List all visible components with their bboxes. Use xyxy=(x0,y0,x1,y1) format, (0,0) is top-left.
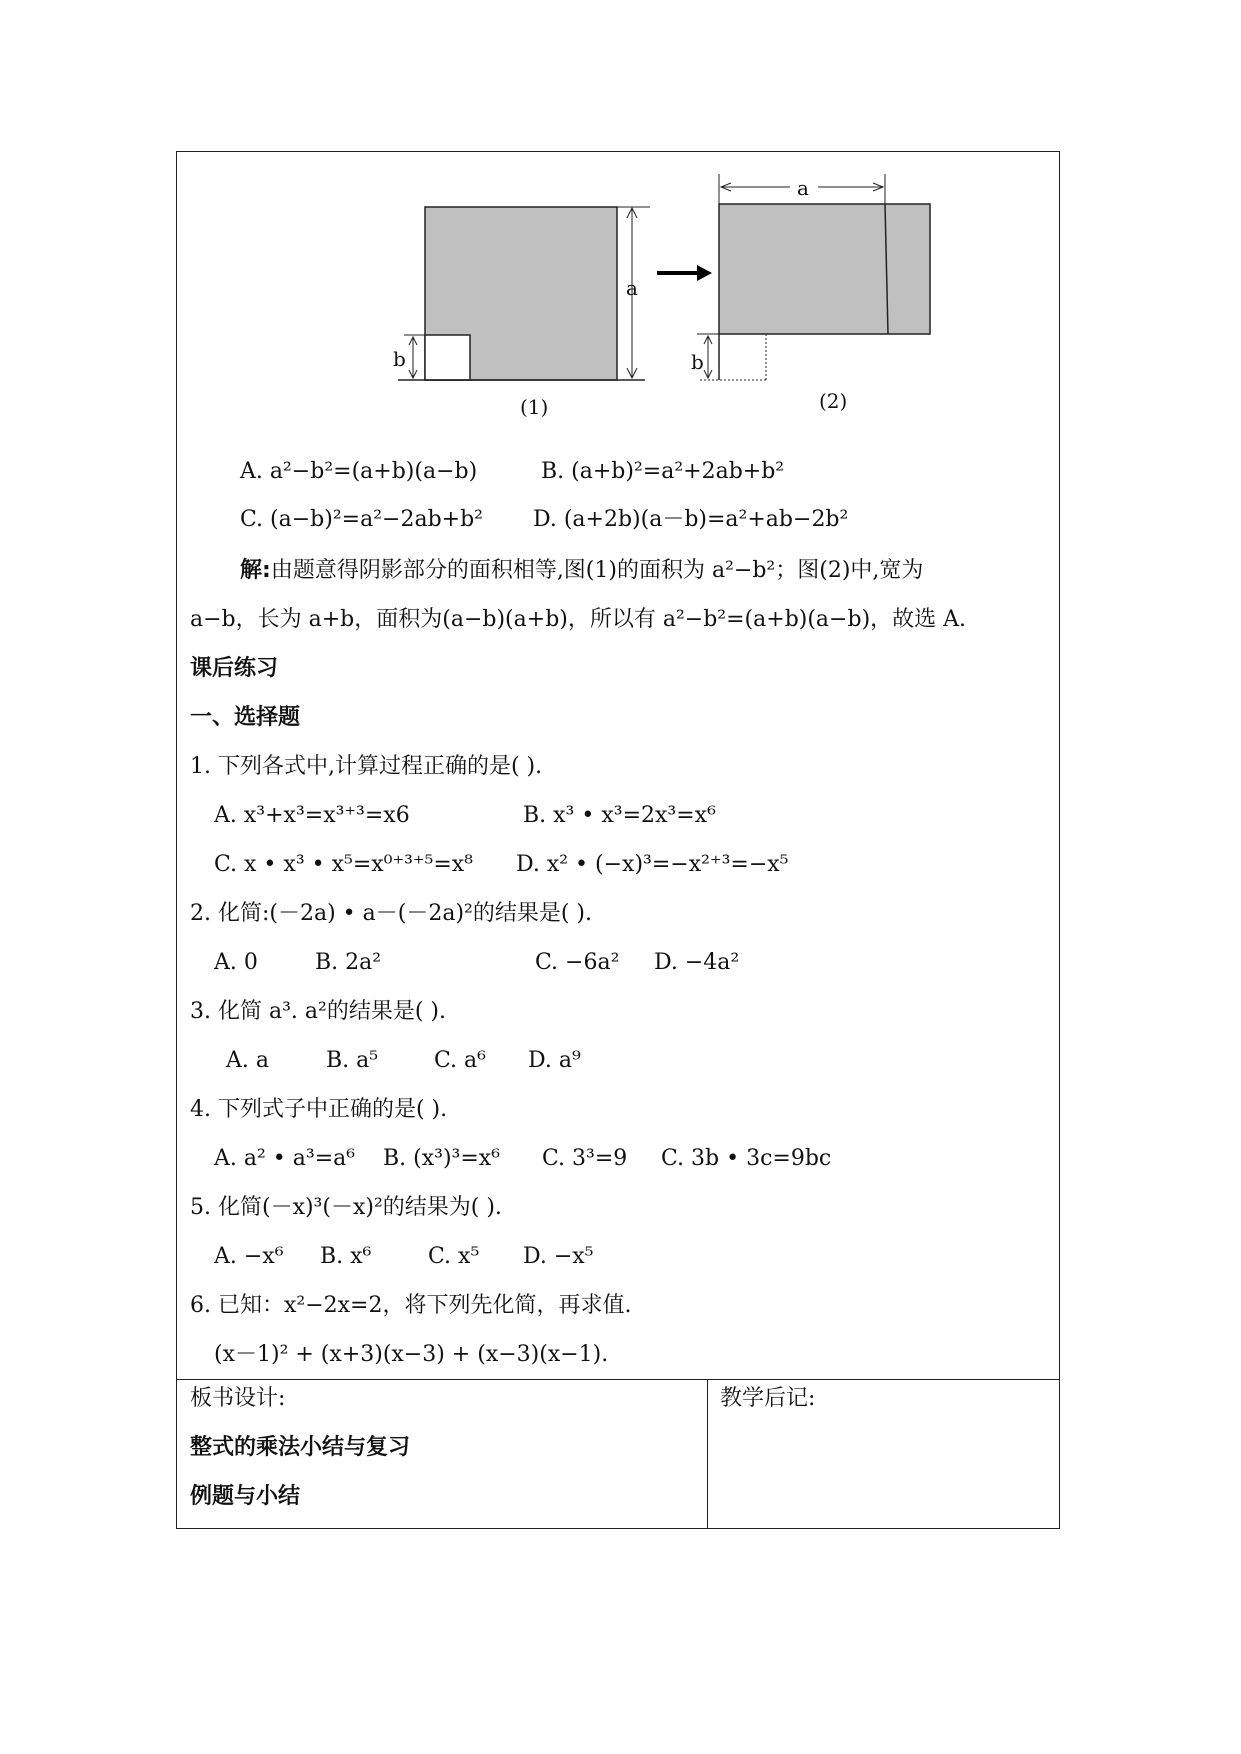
solution-line-1 xyxy=(240,557,923,585)
question-3-option-c: C. a⁶ xyxy=(434,1048,486,1073)
question-6-expression: (x－1)² + (x+3)(x−3) + (x−3)(x−1). xyxy=(214,1342,609,1367)
fig1-label-b: b xyxy=(393,347,406,371)
example-option-c: C. (a−b)²=a²−2ab+b² xyxy=(240,507,483,532)
question-2-stem: 2. 化简:(－2a) • a－(－2a)²的结果是( ). xyxy=(190,901,593,926)
question-3-option-a: A. a xyxy=(226,1048,269,1073)
figure-2 xyxy=(697,174,930,380)
question-2-option-b: B. 2a² xyxy=(315,950,382,975)
fig1-label-a: a xyxy=(626,276,638,300)
solution-line-2: a−b，长为 a+b，面积为(a−b)(a+b)，所以有 a²−b²=(a+b)(a−b)，故选 A. xyxy=(190,607,967,632)
solution-text-1: 由题意得阴影部分的面积相等,图(1)的面积为 a²−b²；图(2)中,宽为 xyxy=(270,558,924,583)
question-5-option-b: B. x⁶ xyxy=(320,1244,372,1269)
question-1-option-a: A. x³+x³=x³⁺³=x6 xyxy=(214,803,410,828)
board-design-title: 整式的乘法小结与复习 xyxy=(190,1435,411,1460)
question-5-option-d: D. −x⁵ xyxy=(523,1244,594,1269)
figure-2-caption: (2) xyxy=(819,389,848,413)
question-3-option-d: D. a⁹ xyxy=(528,1048,581,1073)
question-4-option-c: C. 3³=9 xyxy=(542,1146,628,1171)
question-4-stem: 4. 下列式子中正确的是( ). xyxy=(190,1097,448,1122)
board-design-subtitle: 例题与小结 xyxy=(190,1484,301,1509)
figure-1-caption: (1) xyxy=(520,395,549,419)
question-2-option-c: C. −6a² xyxy=(535,950,620,975)
question-3-option-b: B. a⁵ xyxy=(326,1048,379,1073)
figure-1 xyxy=(398,207,650,380)
question-1-option-b: B. x³ • x³=2x³=x⁶ xyxy=(523,803,716,828)
subsection-title: 一、选择题 xyxy=(190,705,301,730)
section-title: 课后练习 xyxy=(190,656,279,681)
fig2-label-a: a xyxy=(797,176,809,200)
question-5-option-a: A. −x⁶ xyxy=(214,1244,284,1269)
question-4-option-b: B. (x³)³=x⁶ xyxy=(383,1146,501,1171)
fig2-label-b: b xyxy=(691,350,704,374)
figure-1-small-square xyxy=(425,335,470,380)
example-option-a: A. a²−b²=(a+b)(a−b) xyxy=(240,459,478,484)
question-5-option-c: C. x⁵ xyxy=(428,1244,480,1269)
question-4-option-a: A. a² • a³=a⁶ xyxy=(214,1146,356,1171)
question-2-option-a: A. 0 xyxy=(214,950,258,975)
question-1-option-c: C. x • x³ • x⁵=x⁰⁺³⁺⁵=x⁸ xyxy=(214,852,474,877)
question-1-stem: 1. 下列各式中,计算过程正确的是( ). xyxy=(190,754,543,779)
question-1-option-d: D. x² • (−x)³=−x²⁺³=−x⁵ xyxy=(516,852,789,877)
example-option-b: B. (a+b)²=a²+2ab+b² xyxy=(541,459,785,484)
teaching-notes-label: 教学后记: xyxy=(720,1386,816,1411)
example-option-d: D. (a+2b)(a－b)=a²+ab−2b² xyxy=(533,507,849,532)
question-2-option-d: D. −4a² xyxy=(654,950,740,975)
question-3-stem: 3. 化简 a³. a²的结果是( ). xyxy=(190,999,446,1024)
solution-label: 解: xyxy=(240,558,271,583)
question-4-option-d: C. 3b • 3c=9bc xyxy=(661,1146,832,1171)
question-5-stem: 5. 化简(－x)³(－x)²的结果为( ). xyxy=(190,1195,502,1220)
board-design-label: 板书设计: xyxy=(190,1386,286,1411)
figure-2-shaded-rectangle xyxy=(719,204,930,334)
transform-arrow xyxy=(657,265,712,281)
question-6-stem: 6. 已知：x²−2x=2，将下列先化简，再求值. xyxy=(190,1293,632,1318)
